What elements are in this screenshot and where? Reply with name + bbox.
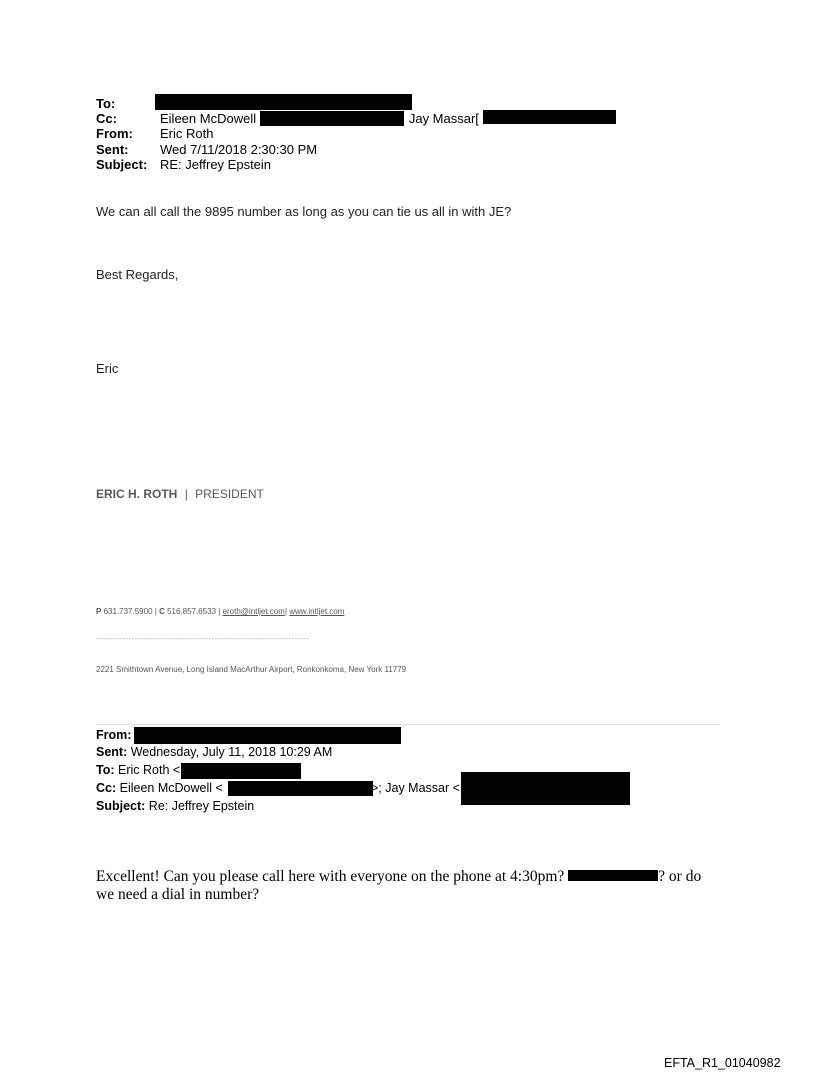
to-label: To:	[96, 96, 116, 111]
sent-value: Wed 7/11/2018 2:30:30 PM	[160, 142, 318, 157]
signature-name: ERIC H. ROTH	[96, 487, 178, 501]
phone-number: 631.737.5900	[103, 607, 153, 616]
redaction-block	[134, 727, 401, 744]
sign-off-name: Eric	[96, 361, 119, 376]
signature-divider: |	[184, 487, 188, 501]
quoted-cc-label: Cc:	[96, 781, 117, 795]
quoted-sent-row	[96, 744, 332, 761]
cell-label: C	[159, 607, 165, 616]
quoted-body-part-2: ? or do	[658, 868, 702, 885]
quoted-subject-value: Re: Jeffrey Epstein	[148, 799, 255, 813]
cc-name-1: Eileen McDowell	[160, 111, 257, 126]
quoted-from-row	[96, 727, 131, 744]
redaction-inline	[568, 870, 658, 881]
email-link[interactable]: eroth@intljet.com	[222, 607, 285, 616]
quoted-cc-name-1: Eileen McDowell <	[119, 781, 223, 795]
quoted-cc-separator: >; Jay Massar <	[371, 781, 460, 795]
contact-separator: |	[218, 607, 221, 616]
signature-contact-line	[96, 607, 344, 616]
quoted-body-part-1: Excellent! Can you please call here with everyone on the phone at 4:30pm?	[96, 868, 569, 885]
reply-separator-rule	[96, 724, 720, 725]
redaction-block	[483, 110, 616, 124]
redaction-block	[260, 111, 404, 126]
quoted-cc-sep-row	[371, 780, 460, 797]
quoted-sent-value: Wednesday, July 11, 2018 10:29 AM	[130, 745, 333, 759]
subject-label: Subject:	[96, 157, 148, 172]
contact-separator: |	[154, 607, 157, 616]
phone-label: P	[96, 607, 102, 616]
sent-label: Sent:	[96, 142, 129, 157]
cc-label: Cc:	[96, 111, 117, 126]
cc-row-sep	[398, 111, 479, 126]
signature-dashed-divider: ------------------------------------------------------------------------	[96, 634, 310, 643]
document-id: EFTA_R1_01040982	[664, 1056, 781, 1070]
quoted-to-row	[96, 762, 180, 779]
quoted-from-label: From:	[96, 728, 132, 742]
quoted-cc-row	[96, 780, 223, 797]
quoted-body-part-3: we need a dial in number?	[96, 886, 260, 903]
quoted-subject-row	[96, 798, 254, 815]
website-link[interactable]: www.intljet.com	[289, 607, 345, 616]
quoted-sent-label: Sent:	[96, 745, 128, 759]
signature-title: PRESIDENT	[195, 487, 264, 501]
regards-line: Best Regards,	[96, 267, 179, 282]
from-label: From:	[96, 126, 133, 141]
quoted-to-label: To:	[96, 763, 115, 777]
redaction-block	[228, 781, 373, 796]
redaction-block	[181, 763, 301, 779]
signature-name-line	[96, 487, 264, 501]
cc-separator: ]; Jay Massar[	[398, 111, 479, 126]
subject-value: RE: Jeffrey Epstein	[160, 157, 272, 172]
from-value: Eric Roth	[160, 126, 214, 141]
cell-number: 516.857.6533	[167, 607, 217, 616]
quoted-email-body	[96, 868, 736, 904]
signature-address: 2221 Smithtown Avenue, Long Island MacArthur Airport, Ronkonkoma, New York 11779	[96, 665, 407, 674]
quoted-subject-label: Subject:	[96, 799, 146, 813]
redaction-block	[155, 94, 412, 110]
redaction-block	[461, 772, 630, 805]
email-body-line: We can all call the 9895 number as long as you can tie us all in with JE?	[96, 204, 512, 219]
contact-separator: |	[284, 607, 288, 616]
quoted-to-value: Eric Roth <	[118, 763, 181, 777]
